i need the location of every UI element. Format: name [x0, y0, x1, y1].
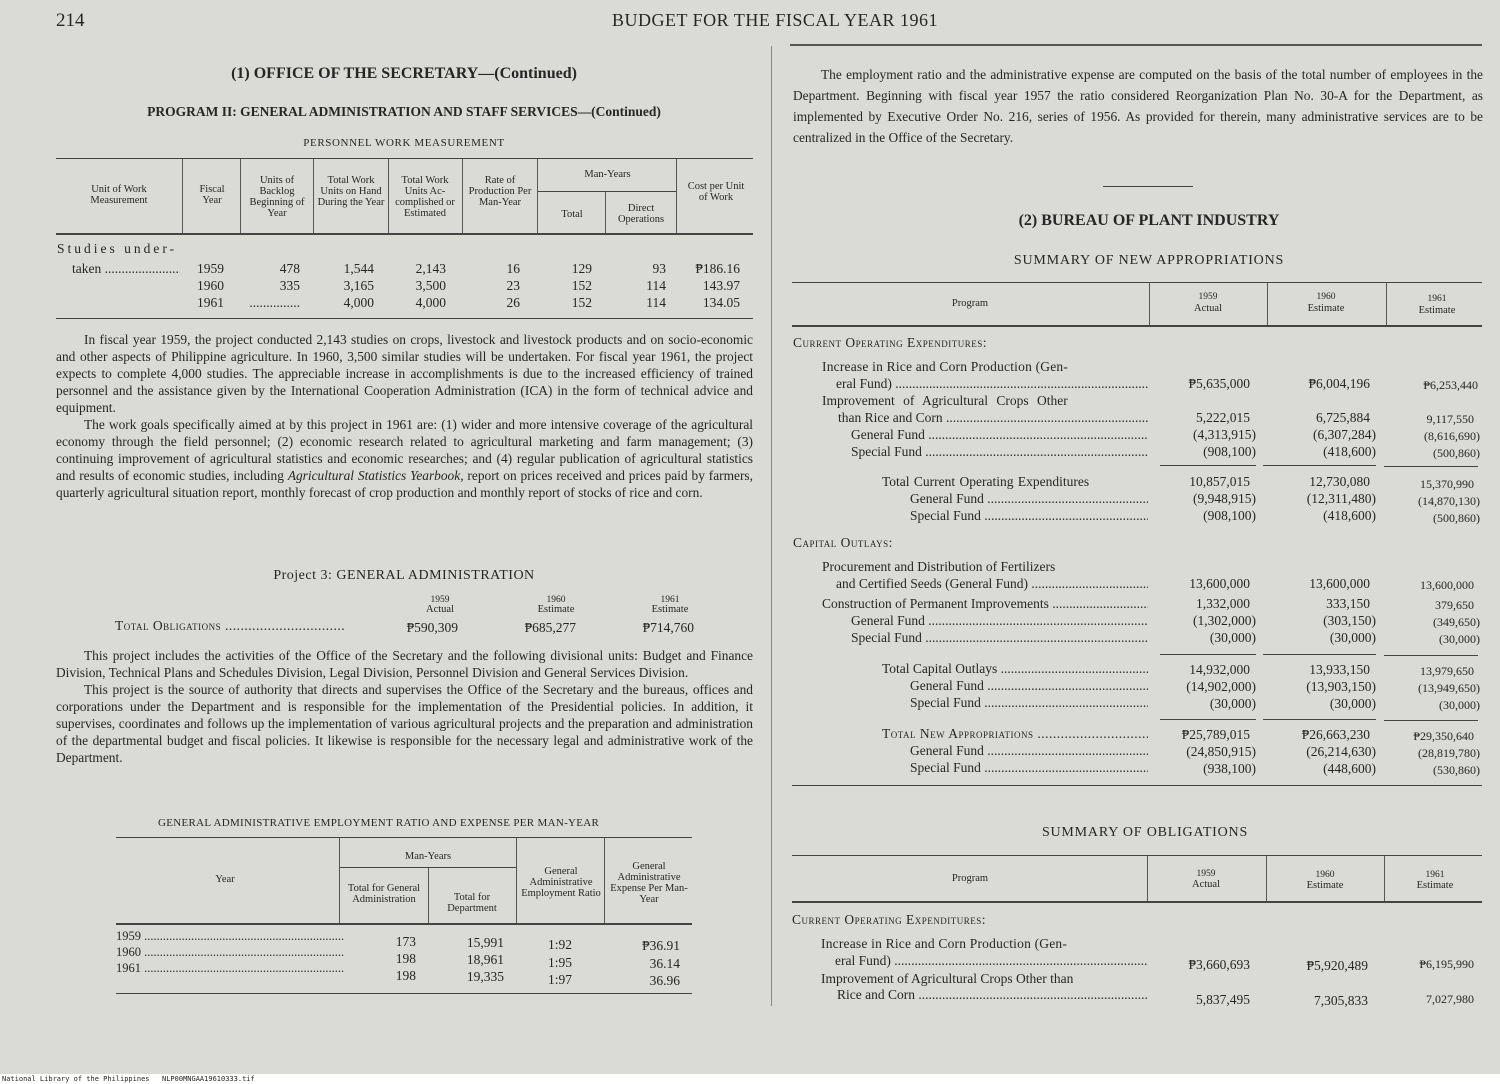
- pwm-header-accomplished: Total Work Units Ac-complished or Estimated: [395, 175, 455, 219]
- paragraph: The employment ratio and the administrative expense are computed on the basis of the total number of employees in the Department. Beginning with fiscal year 1957 the ratio considered Reorganization Plan No. 30-A for the Department, as implemented by Executive Order No. 216, series of 1956. As provided for therein, many administrative services are to be centralized in the Office of the Secretary.: [793, 67, 1483, 145]
- so-header-kind: Actual: [1192, 879, 1220, 890]
- intro-text: [793, 64, 1483, 148]
- so-vline: [1384, 856, 1385, 901]
- emp-header-rule: [116, 923, 692, 925]
- so-header-year: 1959: [1196, 869, 1216, 879]
- emp-manyears-rule: [340, 867, 516, 868]
- subtotal-rule: [1384, 466, 1478, 467]
- subtotal-rule: [1160, 719, 1256, 720]
- sna-header-kind: Actual: [1194, 303, 1222, 314]
- emp-vline: [516, 838, 517, 923]
- project3-col-year: 1961: [660, 595, 680, 605]
- sna-vline: [1386, 283, 1387, 325]
- paragraph: This project includes the activities of the Office of the Secretary and the following divisional units: Budget and Finance Division, Technical Plans and Schedules Division, Legal Division, Personnel Division and General Services Division.: [56, 648, 753, 680]
- subtotal-rule: [1160, 465, 1256, 466]
- sna-top-rule: [792, 282, 1482, 283]
- body-text: [56, 331, 753, 501]
- pwm-header-on-hand: Total Work Units on Hand During the Year: [317, 175, 385, 208]
- pwm-header-backlog: Units of Backlog Beginning of Year: [249, 175, 305, 219]
- project3-col-kind: Estimate: [537, 604, 575, 615]
- cap-out-heading: Capital Outlays:: [793, 535, 893, 550]
- total-obligations-value: ₱590,309: [406, 620, 458, 635]
- subtotal-rule: [1263, 465, 1376, 466]
- emp-header-total-ga: Total for General Administration: [347, 883, 421, 905]
- subtotal-rule: [1160, 654, 1256, 655]
- cur-op-heading: Current Operating Expenditures:: [793, 335, 988, 350]
- pwm-title: PERSONNEL WORK MEASUREMENT: [303, 137, 505, 149]
- so-header-year: 1960: [1315, 870, 1335, 880]
- sna-header-program: Program: [951, 298, 989, 309]
- pwm-vline: [462, 159, 463, 233]
- pwm-header-man-years: Man-Years: [584, 169, 631, 180]
- subtotal-rule: [1384, 720, 1478, 721]
- subtotal-rule: [1263, 654, 1376, 655]
- emp-vline: [428, 868, 429, 923]
- pwm-header-rule: [56, 233, 753, 235]
- emp-header-man-years: Man-Years: [404, 851, 452, 862]
- project3-col-year: 1959: [430, 595, 450, 605]
- so-header-kind: Estimate: [1306, 880, 1344, 891]
- pwm-vline: [240, 159, 241, 233]
- so-header-rule: [792, 901, 1482, 903]
- sna-header-year: 1961: [1427, 294, 1447, 304]
- so-header-year: 1961: [1425, 870, 1445, 880]
- bureau-title: (2) BUREAU OF PLANT INDUSTRY: [1018, 212, 1280, 229]
- so-top-rule: [792, 855, 1482, 856]
- pwm-manyears-rule: [538, 191, 676, 192]
- footer-file: NLP00MNGAA19610333.tif: [162, 1075, 255, 1083]
- pwm-header-unit: Unit of Work Measurement: [90, 184, 148, 206]
- emp-vline: [604, 838, 605, 923]
- pwm-vline: [182, 159, 183, 233]
- paragraph: The work goals specifically aimed at by this project in 1961 are: (1) wider and more intensive coverage of the agricultural economy through the field personnel; (2) economic research related to agricultural marketing and farm management; (3) continuing improvement of agricultural statistics and economic researches; and (4) regular publication of agricultural statistics and results of economic studies, including Agricultural Statistics Yearbook, report on prices received and prices paid by farmers, quarterly agricultural situation report, monthly forecast of crop production and monthly report of stocks of rice and corn.: [56, 417, 753, 500]
- total-obligations-label: Total Obligations .....: [115, 618, 345, 634]
- so-header-program: Program: [951, 873, 989, 884]
- pwm-header-rate: Rate of Production Per Man-Year: [468, 175, 532, 208]
- emp-header-ratio: General Administrative Employment Ratio: [521, 866, 601, 899]
- pwm-header-fiscal: Fiscal Year: [199, 184, 225, 206]
- emp-top-rule: [116, 837, 692, 838]
- pwm-vline: [388, 159, 389, 233]
- program-title: PROGRAM II: GENERAL ADMINISTRATION AND STAFF SERVICES—(Continued): [147, 104, 661, 119]
- sna-header-kind: Estimate: [1307, 303, 1345, 314]
- emp-bottom-rule: [116, 993, 692, 994]
- sna-bottom-rule: [792, 785, 1482, 786]
- pwm-unit-label: Studies under-: [57, 241, 178, 256]
- sna-header-kind: Estimate: [1418, 305, 1456, 316]
- body-text: [56, 647, 753, 766]
- pwm-vline: [313, 159, 314, 233]
- column-divider: [771, 46, 772, 1006]
- so-title: SUMMARY OF OBLIGATIONS: [1041, 825, 1249, 840]
- emp-header-total-dept: Total for Department: [447, 892, 497, 914]
- page-number: 214: [56, 10, 85, 31]
- separator-rule: [1103, 186, 1193, 187]
- subtotal-rule: [1263, 719, 1376, 720]
- subtotal-rule: [1384, 655, 1478, 656]
- pwm-vline: [605, 192, 606, 233]
- emp-table-title: GENERAL ADMINISTRATIVE EMPLOYMENT RATIO AND EXPENSE PER MAN-YEAR: [158, 817, 600, 829]
- sna-header-year: 1960: [1316, 292, 1336, 302]
- project3-title: Project 3: GENERAL ADMINISTRATION: [273, 568, 535, 583]
- paragraph: In fiscal year 1959, the project conducted 2,143 studies on crops, livestock and livestock products and on socio-economic and other aspects of Philippine agriculture. In 1960, 3,500 similar studies will be undertaken. For fiscal year 1961, the project expects to complete 4,000 studies. The appreciable increase in accomplishments is due to the increased efficiency of trained personnel and the assistance given by the International Cooperation Administration (ICA) in the form of technical advice and equipment.: [56, 332, 753, 415]
- running-head: BUDGET FOR THE FISCAL YEAR 1961: [611, 10, 939, 30]
- pwm-vline: [537, 159, 538, 233]
- pwm-top-rule: [56, 158, 753, 159]
- pwm-header-direct: Direct Operations: [617, 203, 665, 225]
- so-header-kind: Estimate: [1416, 880, 1454, 891]
- pwm-header-cost: Cost per Unit of Work: [687, 181, 745, 203]
- paragraph: This project is the source of authority that directs and supervises the Office of the Secretary and the bureaus, offices and corporations under the Department and is responsible for the implementation of the Presidential policies. In addition, it supervises, coordinates and follows up the implementation of various agricultural projects and the preparation and administration of the departmental budget and fiscal policies. It likewise is responsible for the necessary legal and administrative work of the Department.: [56, 682, 753, 765]
- sna-header-rule: [792, 325, 1482, 327]
- total-obligations-value: ₱685,277: [524, 620, 576, 635]
- sna-title: SUMMARY OF NEW APPROPRIATIONS: [1013, 253, 1285, 268]
- footer-library: National Library of the Philippines: [2, 1075, 150, 1083]
- pwm-unit-label: taken .....: [72, 261, 180, 277]
- project3-col-kind: Actual: [426, 604, 454, 615]
- total-obligations-value: ₱714,760: [642, 620, 694, 635]
- emp-header-year: Year: [215, 874, 235, 885]
- so-cur-op-heading: Current Operating Expenditures:: [792, 912, 987, 927]
- pwm-bottom-rule: [56, 318, 753, 319]
- head-rule: [790, 44, 1482, 46]
- pwm-header-total: Total: [561, 209, 583, 220]
- pwm-vline: [676, 159, 677, 233]
- sna-header-year: 1959: [1198, 292, 1218, 302]
- emp-header-expense: General Administrative Expense Per Man-Year: [610, 861, 688, 905]
- project3-col-year: 1960: [546, 595, 566, 605]
- emp-vline: [339, 838, 340, 923]
- project3-col-kind: Estimate: [651, 604, 689, 615]
- section-title: (1) OFFICE OF THE SECRETARY—(Continued): [231, 65, 577, 82]
